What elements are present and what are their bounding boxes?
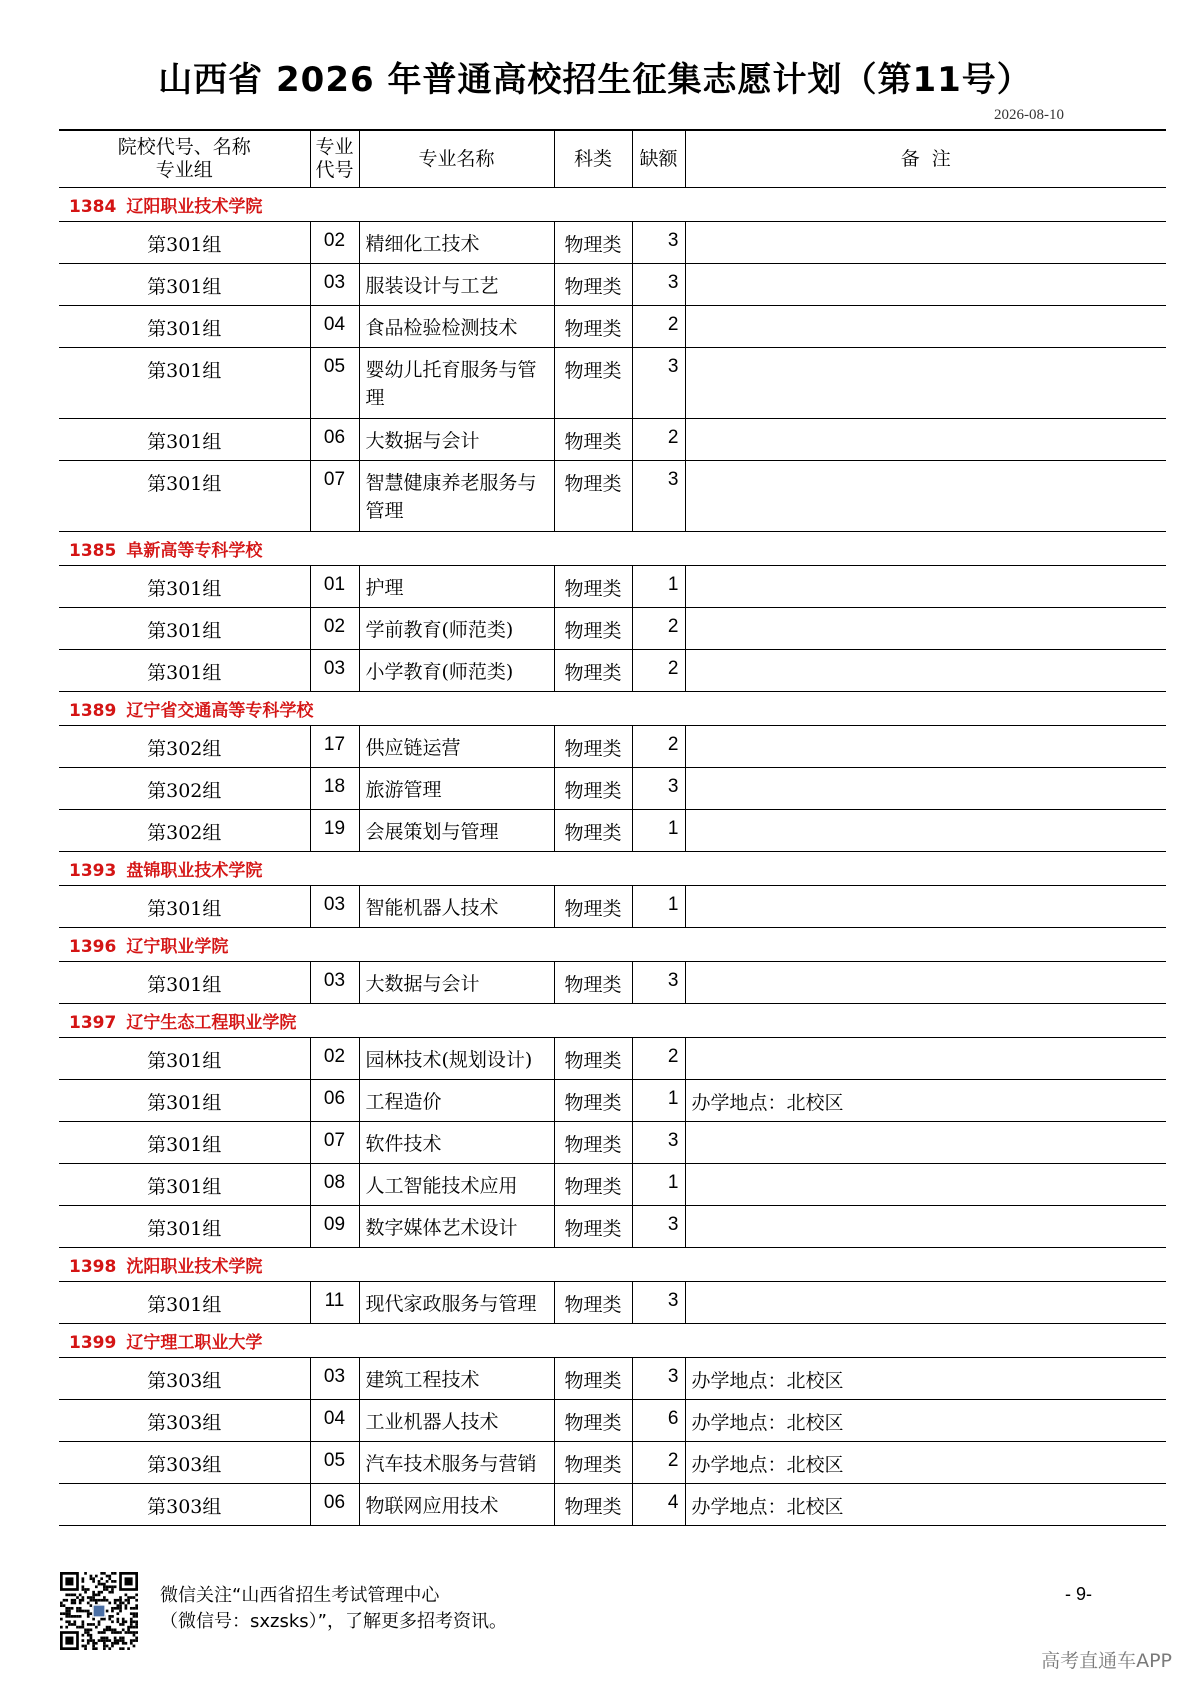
major-code-cell: 03 — [310, 650, 359, 692]
group-cell: 第301组 — [59, 1206, 310, 1248]
group-cell: 第303组 — [59, 1400, 310, 1442]
major-code-cell: 09 — [310, 1206, 359, 1248]
vacancy-cell: 3 — [632, 222, 685, 264]
school-code: 1384 — [69, 197, 117, 217]
major-name-cell: 园林技术(规划设计) — [359, 1038, 554, 1080]
school-code: 1389 — [69, 701, 117, 721]
plan-table — [59, 129, 1166, 1526]
major-code-cell: 02 — [310, 222, 359, 264]
major-name-cell: 精细化工技术 — [359, 222, 554, 264]
school-code: 1385 — [69, 541, 117, 561]
major-code-cell: 03 — [310, 962, 359, 1004]
major-code-cell: 18 — [310, 768, 359, 810]
school-row — [59, 1004, 1166, 1038]
table-row — [59, 1484, 1166, 1526]
table-row — [59, 1400, 1166, 1442]
major-name-cell: 工业机器人技术 — [359, 1400, 554, 1442]
group-cell: 第301组 — [59, 264, 310, 306]
major-name-cell: 供应链运营 — [359, 726, 554, 768]
major-code-cell: 06 — [310, 1080, 359, 1122]
vacancy-cell: 3 — [632, 1122, 685, 1164]
category-cell: 物理类 — [554, 1206, 632, 1248]
remark-cell — [685, 1038, 1166, 1080]
school-row — [59, 532, 1166, 566]
category-cell: 物理类 — [554, 264, 632, 306]
school-name: 沈阳职业技术学院 — [126, 1257, 263, 1277]
major-name-cell: 食品检验检测技术 — [359, 306, 554, 348]
category-cell: 物理类 — [554, 306, 632, 348]
major-code-cell: 02 — [310, 608, 359, 650]
vacancy-cell: 1 — [632, 886, 685, 928]
page-number: - 9- — [1065, 1584, 1092, 1604]
school-heading — [59, 532, 1166, 566]
major-code-cell: 08 — [310, 1164, 359, 1206]
vacancy-cell: 3 — [632, 264, 685, 306]
remark-cell — [685, 222, 1166, 264]
table-row — [59, 348, 1166, 419]
remark-cell — [685, 1122, 1166, 1164]
category-cell: 物理类 — [554, 608, 632, 650]
major-code-cell: 05 — [310, 1442, 359, 1484]
school-name: 辽宁省交通高等专科学校 — [126, 701, 314, 721]
group-cell: 第301组 — [59, 962, 310, 1004]
vacancy-cell: 1 — [632, 1164, 685, 1206]
major-code-cell: 07 — [310, 1122, 359, 1164]
category-cell: 物理类 — [554, 566, 632, 608]
school-row — [59, 1248, 1166, 1282]
remark-cell — [685, 962, 1166, 1004]
remark-cell: 办学地点：北校区 — [685, 1484, 1166, 1526]
remark-cell — [685, 1206, 1166, 1248]
school-row — [59, 188, 1166, 222]
category-cell: 物理类 — [554, 810, 632, 852]
group-cell: 第301组 — [59, 1080, 310, 1122]
vacancy-cell: 2 — [632, 1038, 685, 1080]
header-major-code: 专业 代号 — [310, 130, 359, 188]
school-name: 盘锦职业技术学院 — [126, 861, 263, 881]
group-cell: 第301组 — [59, 419, 310, 461]
group-cell: 第301组 — [59, 348, 310, 419]
category-cell: 物理类 — [554, 1400, 632, 1442]
table-row — [59, 1282, 1166, 1324]
vacancy-cell: 1 — [632, 566, 685, 608]
major-name-cell: 现代家政服务与管理 — [359, 1282, 554, 1324]
vacancy-cell: 2 — [632, 306, 685, 348]
category-cell: 物理类 — [554, 726, 632, 768]
major-name-cell: 护理 — [359, 566, 554, 608]
remark-cell — [685, 419, 1166, 461]
major-name-cell: 会展策划与管理 — [359, 810, 554, 852]
remark-cell — [685, 810, 1166, 852]
group-cell: 第302组 — [59, 810, 310, 852]
table-row — [59, 768, 1166, 810]
remark-cell — [685, 768, 1166, 810]
major-code-cell: 03 — [310, 264, 359, 306]
table-row — [59, 419, 1166, 461]
major-name-cell: 数字媒体艺术设计 — [359, 1206, 554, 1248]
major-name-cell: 旅游管理 — [359, 768, 554, 810]
footer-line-2: （微信号：sxzsks）”，了解更多招考资讯。 — [160, 1611, 507, 1632]
remark-cell: 办学地点：北校区 — [685, 1442, 1166, 1484]
remark-cell — [685, 886, 1166, 928]
table-row — [59, 264, 1166, 306]
group-cell: 第302组 — [59, 768, 310, 810]
category-cell: 物理类 — [554, 1122, 632, 1164]
school-name: 辽宁生态工程职业学院 — [126, 1013, 297, 1033]
major-name-cell: 智能机器人技术 — [359, 886, 554, 928]
remark-cell — [685, 461, 1166, 532]
group-cell: 第303组 — [59, 1484, 310, 1526]
category-cell: 物理类 — [554, 962, 632, 1004]
group-cell: 第301组 — [59, 1282, 310, 1324]
major-name-cell: 服装设计与工艺 — [359, 264, 554, 306]
school-heading — [59, 1004, 1166, 1038]
category-cell: 物理类 — [554, 461, 632, 532]
table-row — [59, 886, 1166, 928]
school-code: 1399 — [69, 1333, 117, 1353]
table-row — [59, 962, 1166, 1004]
vacancy-cell: 3 — [632, 1282, 685, 1324]
major-name-cell: 汽车技术服务与营销 — [359, 1442, 554, 1484]
remark-cell: 办学地点：北校区 — [685, 1400, 1166, 1442]
group-cell: 第301组 — [59, 886, 310, 928]
group-cell: 第301组 — [59, 608, 310, 650]
school-row — [59, 1324, 1166, 1358]
major-code-cell: 19 — [310, 810, 359, 852]
group-cell: 第301组 — [59, 461, 310, 532]
vacancy-cell: 2 — [632, 650, 685, 692]
vacancy-cell: 2 — [632, 419, 685, 461]
category-cell: 物理类 — [554, 1080, 632, 1122]
header-vacancy: 缺额 — [632, 130, 685, 188]
vacancy-cell: 6 — [632, 1400, 685, 1442]
remark-cell — [685, 608, 1166, 650]
school-heading — [59, 1248, 1166, 1282]
school-row — [59, 852, 1166, 886]
major-name-cell: 大数据与会计 — [359, 962, 554, 1004]
major-name-cell: 大数据与会计 — [359, 419, 554, 461]
major-name-cell: 物联网应用技术 — [359, 1484, 554, 1526]
group-cell: 第301组 — [59, 1164, 310, 1206]
table-row — [59, 1442, 1166, 1484]
school-row — [59, 928, 1166, 962]
group-cell: 第301组 — [59, 566, 310, 608]
remark-cell — [685, 566, 1166, 608]
school-name: 辽宁理工职业大学 — [126, 1333, 263, 1353]
group-cell: 第301组 — [59, 1038, 310, 1080]
major-code-cell: 02 — [310, 1038, 359, 1080]
vacancy-cell: 1 — [632, 1080, 685, 1122]
school-heading — [59, 928, 1166, 962]
school-code: 1393 — [69, 861, 117, 881]
table-row — [59, 1358, 1166, 1400]
vacancy-cell: 3 — [632, 962, 685, 1004]
major-code-cell: 07 — [310, 461, 359, 532]
group-cell: 第301组 — [59, 222, 310, 264]
page-title: 山西省 2026 年普通高校招生征集志愿计划（第11号） — [158, 60, 1032, 100]
group-cell: 第303组 — [59, 1358, 310, 1400]
category-cell: 物理类 — [554, 1442, 632, 1484]
category-cell: 物理类 — [554, 650, 632, 692]
watermark: 高考直通车APP — [1041, 1650, 1172, 1672]
header-major-name: 专业名称 — [359, 130, 554, 188]
table-row — [59, 650, 1166, 692]
vacancy-cell: 2 — [632, 1442, 685, 1484]
group-cell: 第303组 — [59, 1442, 310, 1484]
remark-cell — [685, 306, 1166, 348]
category-cell: 物理类 — [554, 1484, 632, 1526]
major-code-cell: 03 — [310, 1358, 359, 1400]
vacancy-cell: 4 — [632, 1484, 685, 1526]
table-row — [59, 810, 1166, 852]
qr-code-icon — [59, 1571, 139, 1651]
vacancy-cell: 3 — [632, 768, 685, 810]
table-row — [59, 222, 1166, 264]
table-row — [59, 566, 1166, 608]
category-cell: 物理类 — [554, 1038, 632, 1080]
school-name: 辽阳职业技术学院 — [126, 197, 263, 217]
remark-cell — [685, 348, 1166, 419]
group-cell: 第301组 — [59, 306, 310, 348]
group-cell: 第301组 — [59, 650, 310, 692]
vacancy-cell: 3 — [632, 461, 685, 532]
school-code: 1397 — [69, 1013, 117, 1033]
major-code-cell: 06 — [310, 1484, 359, 1526]
table-row — [59, 1122, 1166, 1164]
vacancy-cell: 1 — [632, 810, 685, 852]
vacancy-cell: 3 — [632, 1206, 685, 1248]
table-row — [59, 1038, 1166, 1080]
group-cell: 第301组 — [59, 1122, 310, 1164]
vacancy-cell: 3 — [632, 1358, 685, 1400]
table-row — [59, 1080, 1166, 1122]
school-code: 1396 — [69, 937, 117, 957]
major-name-cell: 工程造价 — [359, 1080, 554, 1122]
major-name-cell: 学前教育(师范类) — [359, 608, 554, 650]
category-cell: 物理类 — [554, 348, 632, 419]
school-code: 1398 — [69, 1257, 117, 1277]
remark-cell: 办学地点：北校区 — [685, 1358, 1166, 1400]
school-heading — [59, 852, 1166, 886]
category-cell: 物理类 — [554, 222, 632, 264]
school-name: 阜新高等专科学校 — [126, 541, 263, 561]
remark-cell — [685, 650, 1166, 692]
major-name-cell: 智慧健康养老服务与管理 — [359, 461, 554, 532]
remark-cell — [685, 1164, 1166, 1206]
table-row — [59, 608, 1166, 650]
remark-cell — [685, 726, 1166, 768]
major-code-cell: 05 — [310, 348, 359, 419]
vacancy-cell: 2 — [632, 726, 685, 768]
major-name-cell: 软件技术 — [359, 1122, 554, 1164]
major-code-cell: 04 — [310, 1400, 359, 1442]
vacancy-cell: 3 — [632, 348, 685, 419]
header-category: 科类 — [554, 130, 632, 188]
table-header-row — [59, 130, 1166, 188]
remark-cell: 办学地点：北校区 — [685, 1080, 1166, 1122]
major-name-cell: 人工智能技术应用 — [359, 1164, 554, 1206]
remark-cell — [685, 264, 1166, 306]
school-heading — [59, 1324, 1166, 1358]
major-code-cell: 11 — [310, 1282, 359, 1324]
table-row — [59, 726, 1166, 768]
school-heading — [59, 188, 1166, 222]
header-school: 院校代号、名称 专业组 — [59, 130, 310, 188]
major-code-cell: 17 — [310, 726, 359, 768]
major-name-cell: 小学教育(师范类) — [359, 650, 554, 692]
table-row — [59, 461, 1166, 532]
table-row — [59, 1164, 1166, 1206]
major-name-cell: 婴幼儿托育服务与管理 — [359, 348, 554, 419]
major-code-cell: 01 — [310, 566, 359, 608]
footer-line-1: 微信关注“山西省招生考试管理中心 — [160, 1585, 440, 1606]
category-cell: 物理类 — [554, 1282, 632, 1324]
issue-date: 2026-08-10 — [994, 107, 1064, 123]
school-name: 辽宁职业学院 — [126, 937, 229, 957]
school-row — [59, 692, 1166, 726]
category-cell: 物理类 — [554, 419, 632, 461]
group-cell: 第302组 — [59, 726, 310, 768]
table-row — [59, 1206, 1166, 1248]
major-code-cell: 06 — [310, 419, 359, 461]
category-cell: 物理类 — [554, 768, 632, 810]
header-remark: 备 注 — [685, 130, 1166, 188]
major-code-cell: 03 — [310, 886, 359, 928]
school-heading — [59, 692, 1166, 726]
table-row — [59, 306, 1166, 348]
remark-cell — [685, 1282, 1166, 1324]
category-cell: 物理类 — [554, 886, 632, 928]
category-cell: 物理类 — [554, 1358, 632, 1400]
major-code-cell: 04 — [310, 306, 359, 348]
vacancy-cell: 2 — [632, 608, 685, 650]
footer-notice — [160, 1583, 507, 1635]
category-cell: 物理类 — [554, 1164, 632, 1206]
major-name-cell: 建筑工程技术 — [359, 1358, 554, 1400]
